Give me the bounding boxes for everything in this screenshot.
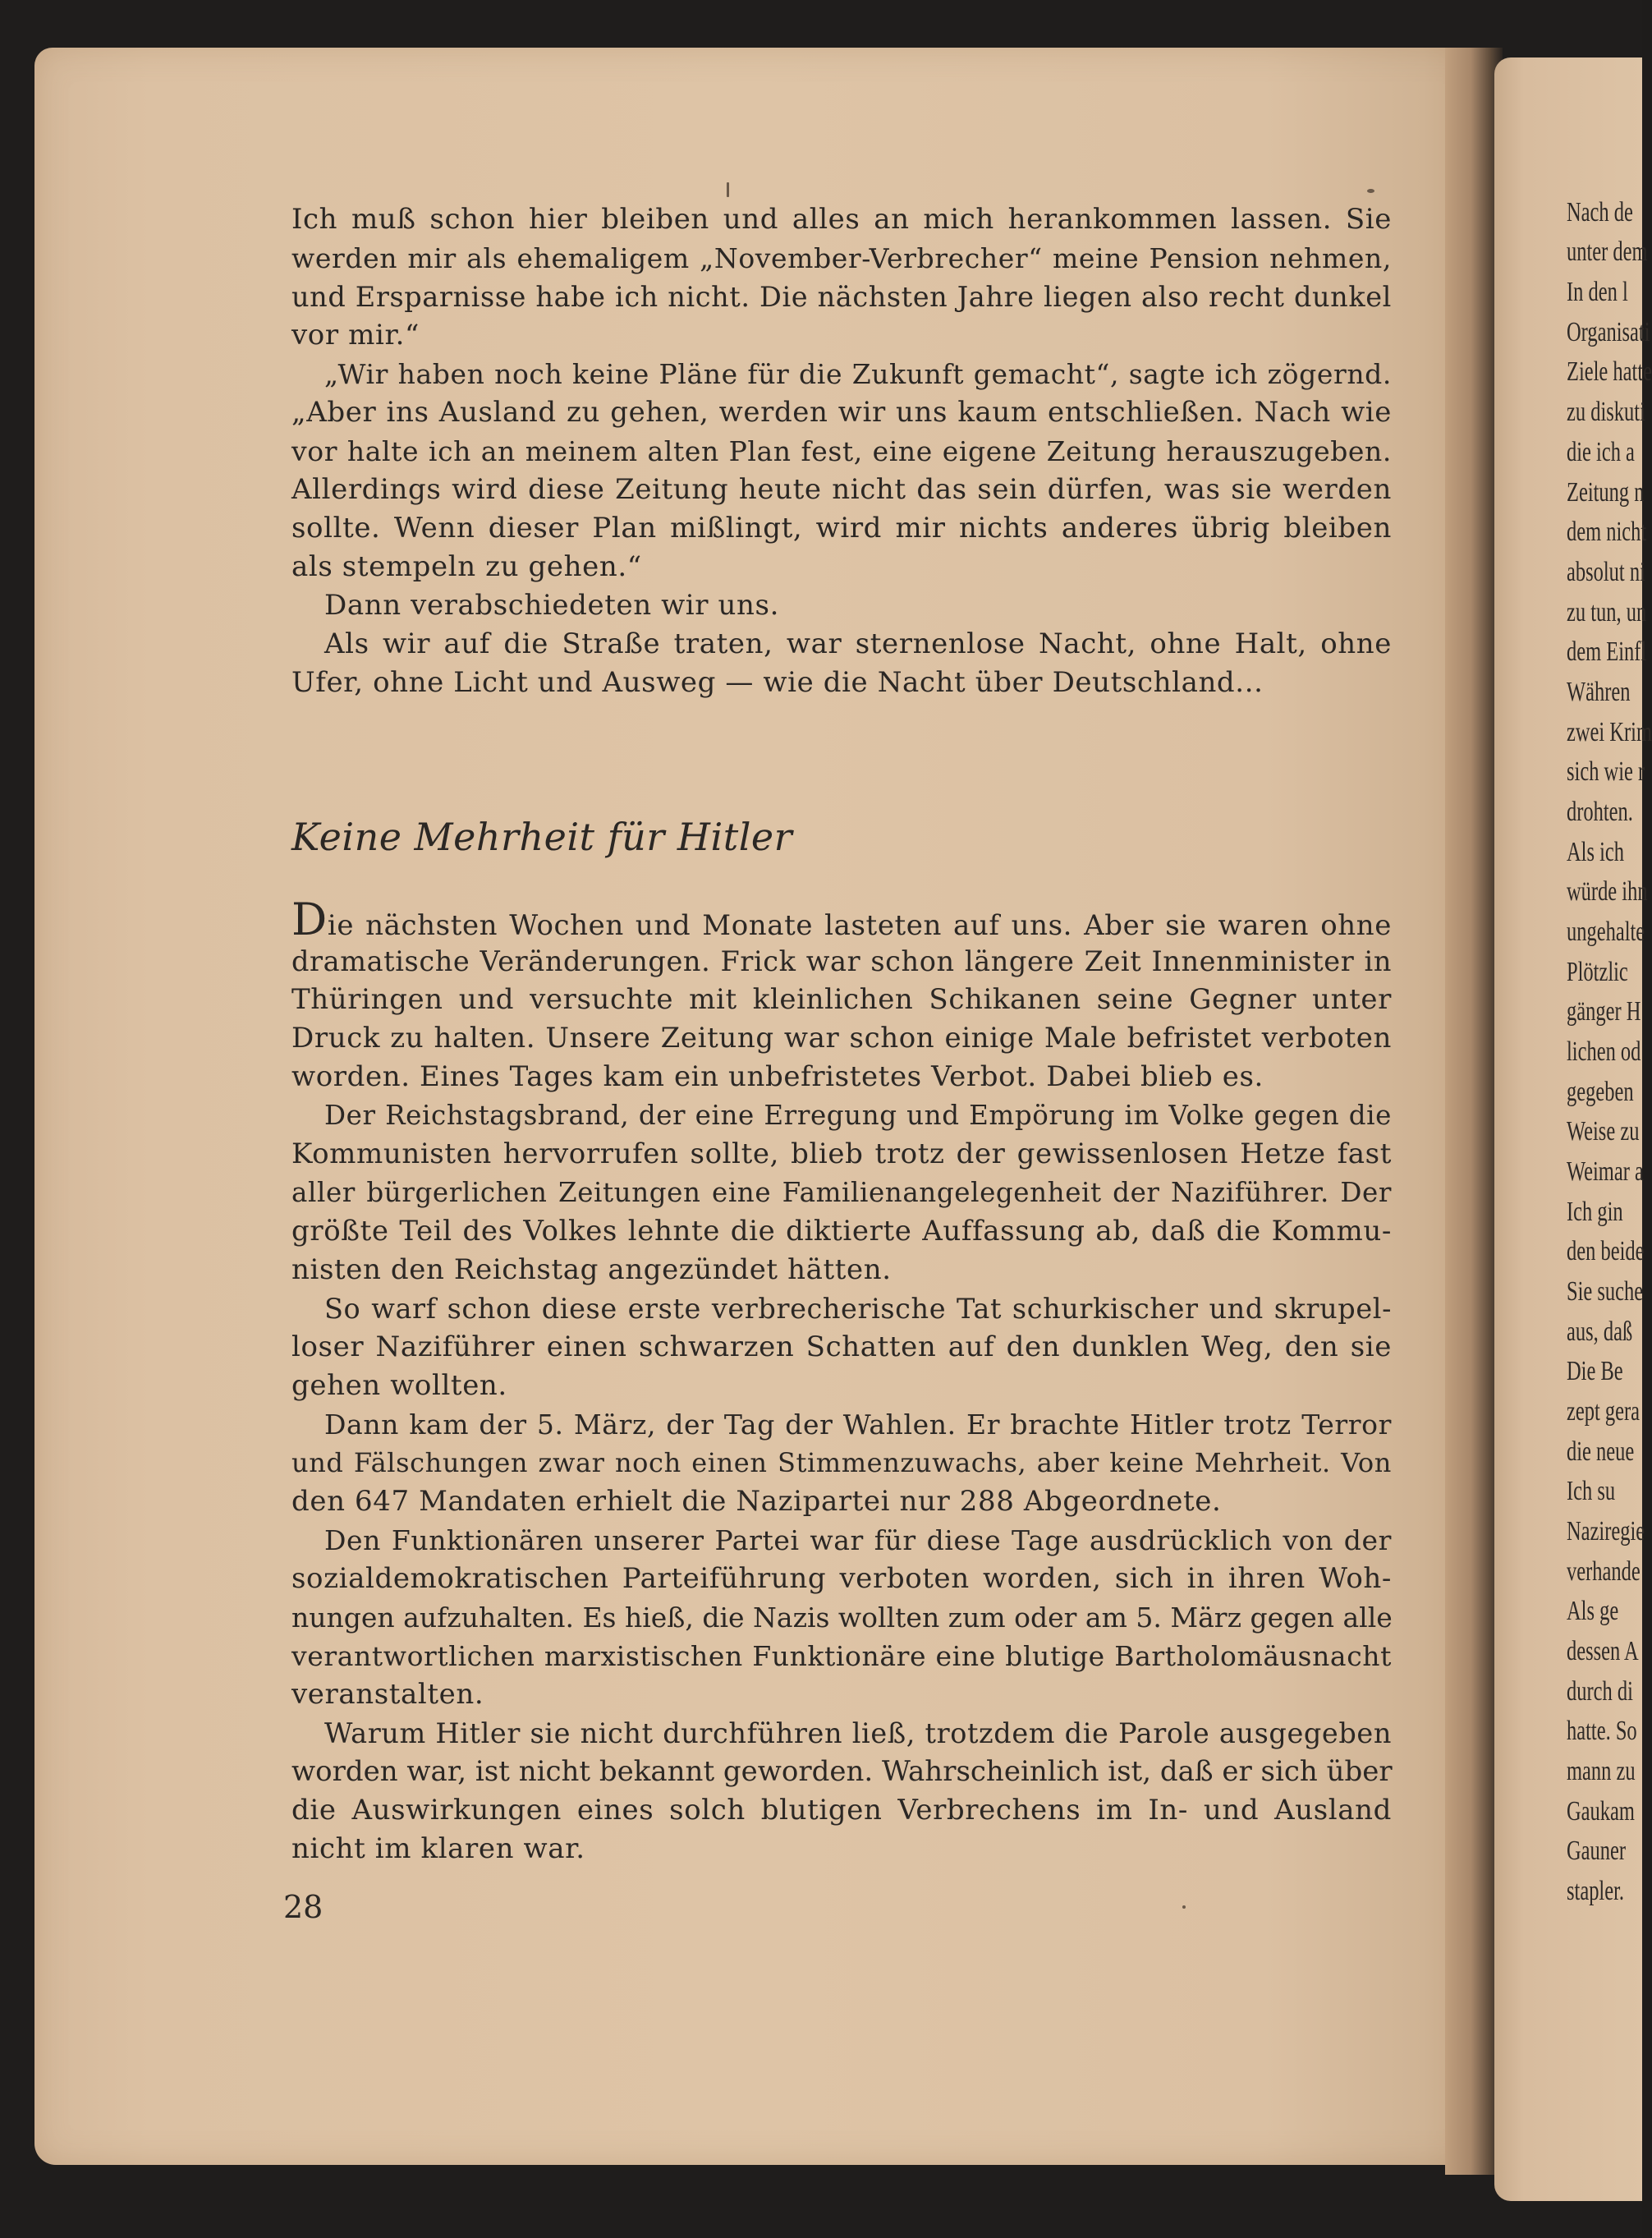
facing-page-line: absolut ni	[1567, 557, 1645, 587]
facing-page-line: Weimar a	[1567, 1156, 1644, 1187]
text-line: aller bürgerlichen Zeitungen eine Familienangelegenheit der Naziführer. Der	[291, 1177, 1392, 1208]
text-line: nicht im klaren war.	[291, 1832, 585, 1865]
text-line: Dann verabschiedeten wir uns.	[324, 589, 779, 622]
text-line: worden war, ist nicht bekannt geworden. Wahrscheinlich ist, daß er sich über	[291, 1755, 1393, 1788]
facing-page-line: Organisati	[1567, 317, 1650, 347]
page-number: 28	[283, 1889, 324, 1925]
text-line: gehen wollten.	[291, 1369, 507, 1402]
facing-page-line: aus, daß	[1567, 1317, 1633, 1347]
facing-page-line: Weise zu	[1567, 1116, 1640, 1147]
facing-page-line: durch di	[1567, 1676, 1633, 1707]
text-line: Warum Hitler sie nicht durchführen ließ, trotzdem die Parole ausgegeben	[324, 1717, 1392, 1749]
text-line: Ufer, ohne Licht und Ausweg — wie die Nacht über Deutschland...	[291, 666, 1264, 699]
facing-page-line: zu diskuti	[1567, 397, 1645, 427]
text-line: nungen aufzuhalten. Es hieß, die Nazis wollten zum oder am 5. März gegen alle	[291, 1602, 1393, 1634]
facing-page-line: zept gera	[1567, 1396, 1641, 1427]
text-line: Dann kam der 5. März, der Tag der Wahlen. Er brachte Hitler trotz Terror	[324, 1409, 1392, 1441]
facing-page-line: In den l	[1567, 277, 1628, 307]
text-line: als stempeln zu gehen.“	[291, 550, 642, 583]
text-line: „Aber ins Ausland zu gehen, werden wir uns kaum entschließen. Nach wie	[291, 396, 1392, 429]
text-line: werden mir als ehemaligem „November-Verbrecher“ meine Pension nehmen,	[291, 242, 1392, 274]
text-line: loser Naziführer einen schwarzen Schatten auf den dunklen Weg, den sie	[291, 1330, 1392, 1363]
facing-page-line: die neue	[1567, 1436, 1635, 1467]
facing-page-line: unter dem	[1567, 237, 1648, 267]
facing-page-line: Währen	[1567, 677, 1631, 707]
text-line: die Auswirkungen eines solch blutigen Verbrechens im In- und Ausland	[291, 1794, 1392, 1827]
text-line: So warf schon diese erste verbrecherische Tat schurkischer und skrupel-	[324, 1293, 1392, 1325]
text-line: verantwortlichen marxistischen Funktionäre eine blutige Bartholomäusnacht	[291, 1640, 1392, 1672]
facing-page-line: Ziele hatte	[1567, 356, 1652, 387]
text-line: sozialdemokratischen Parteiführung verboten worden, sich in ihren Woh-	[291, 1562, 1392, 1595]
text-line: vor mir.“	[291, 319, 420, 352]
text-line: Als wir auf die Straße traten, war sternenlose Nacht, ohne Halt, ohne	[324, 627, 1392, 660]
facing-page-line: zu tun, un	[1567, 597, 1647, 627]
text-line: Allerdings wird diese Zeitung heute nicht das sein dürfen, was sie werden	[291, 473, 1392, 506]
facing-page-line: Ich gin	[1567, 1197, 1623, 1227]
text-line: worden. Eines Tages kam ein unbefristetes Verbot. Dabei blieb es.	[291, 1060, 1264, 1093]
facing-page-line: verhande	[1567, 1556, 1641, 1587]
facing-page-line: dessen A	[1567, 1636, 1639, 1666]
drop-cap: D	[291, 894, 328, 945]
text-line: Ich muß schon hier bleiben und alles an mich herankommen lassen. Sie	[291, 203, 1392, 236]
facing-page-line: dem Einfl	[1567, 636, 1647, 667]
text-line: den 647 Mandaten erhielt die Nazipartei nur 288 Abgeordnete.	[291, 1485, 1222, 1518]
facing-page-line: sich wie r	[1567, 756, 1645, 787]
text-line-rest: ie nächsten Wochen und Monate lasteten auf uns. Aber sie waren ohne	[327, 909, 1392, 942]
text-line: Der Reichstagsbrand, der eine Erregung und Empörung im Volke gegen die	[324, 1100, 1392, 1131]
text-line: Thüringen und versuchte mit kleinlichen Schikanen seine Gegner unter	[291, 983, 1392, 1016]
text-line: Druck zu halten. Unsere Zeitung war schon einige Male befristet verboten	[291, 1022, 1392, 1055]
text-line: und Ersparnisse habe ich nicht. Die nächsten Jahre liegen also recht dunkel	[291, 281, 1392, 313]
text-line-first	[291, 894, 1392, 945]
text-line: und Fälschungen zwar noch einen Stimmenzuwachs, aber keine Mehrheit. Von	[291, 1447, 1392, 1478]
text-line: sollte. Wenn dieser Plan mißlingt, wird mir nichts anderes übrig bleiben	[291, 512, 1392, 545]
facing-page-line: Zeitung n	[1567, 477, 1645, 508]
facing-page-line: stapler.	[1567, 1876, 1625, 1906]
facing-page-line: Nach de	[1567, 197, 1633, 227]
text-line: „Wir haben noch keine Pläne für die Zukunft gemacht“, sagte ich zögernd.	[324, 358, 1392, 390]
facing-page-line: mann zu	[1567, 1756, 1636, 1786]
text-line: Den Funktionären unserer Partei war für diese Tage ausdrücklich von der	[324, 1524, 1392, 1556]
text-line: Kommunisten hervorrufen sollte, blieb trotz der gewissenlosen Hetze fast	[291, 1137, 1392, 1170]
paper-speck	[1182, 1905, 1186, 1909]
body-text-section-one	[291, 200, 1392, 702]
text-line: nisten den Reichstag angezündet hätten.	[291, 1253, 892, 1286]
facing-page-line: den beide	[1567, 1236, 1645, 1266]
facing-page-line: Die Be	[1567, 1356, 1623, 1386]
facing-page-line: drohten.	[1567, 797, 1633, 827]
facing-page-line: ungehalte	[1567, 917, 1645, 947]
right-book-page	[1494, 57, 1652, 2201]
facing-page-line: lichen od	[1567, 1036, 1641, 1067]
paper-speck	[1367, 189, 1374, 193]
facing-page-line: würde ihn	[1567, 876, 1648, 907]
text-line: vor halte ich an meinem alten Plan fest, eine eigene Zeitung herauszugeben.	[291, 435, 1392, 467]
facing-page-line: zwei Krim	[1567, 717, 1652, 747]
facing-page-line: hatte. So	[1567, 1716, 1637, 1746]
section-heading: Keine Mehrheit für Hitler	[291, 815, 793, 859]
text-line: veranstalten.	[291, 1678, 484, 1711]
facing-page-line: Gauner	[1567, 1836, 1627, 1866]
facing-page-line: Plötzlic	[1567, 957, 1628, 987]
facing-page-line: dem nicht	[1567, 517, 1647, 547]
facing-page-line: Als ge	[1567, 1596, 1619, 1626]
facing-page-line: Ich su	[1567, 1476, 1616, 1506]
facing-page-line: Sie suche	[1567, 1276, 1644, 1307]
facing-page-line: Naziregie	[1567, 1516, 1645, 1546]
paper-speck	[727, 182, 729, 197]
facing-page-line: die ich a	[1567, 437, 1635, 467]
facing-page-line: Gaukam	[1567, 1796, 1635, 1827]
facing-page-line: Als ich	[1567, 837, 1625, 867]
text-line: größte Teil des Volkes lehnte die diktierte Auffassung ab, daß die Kommu-	[291, 1215, 1392, 1248]
facing-page-line: gänger H	[1567, 996, 1641, 1027]
facing-page-line: gegeben	[1567, 1077, 1634, 1107]
text-line: dramatische Veränderungen. Frick war schon längere Zeit Innenminister in	[291, 945, 1392, 977]
body-text-section-two	[291, 894, 1393, 1868]
